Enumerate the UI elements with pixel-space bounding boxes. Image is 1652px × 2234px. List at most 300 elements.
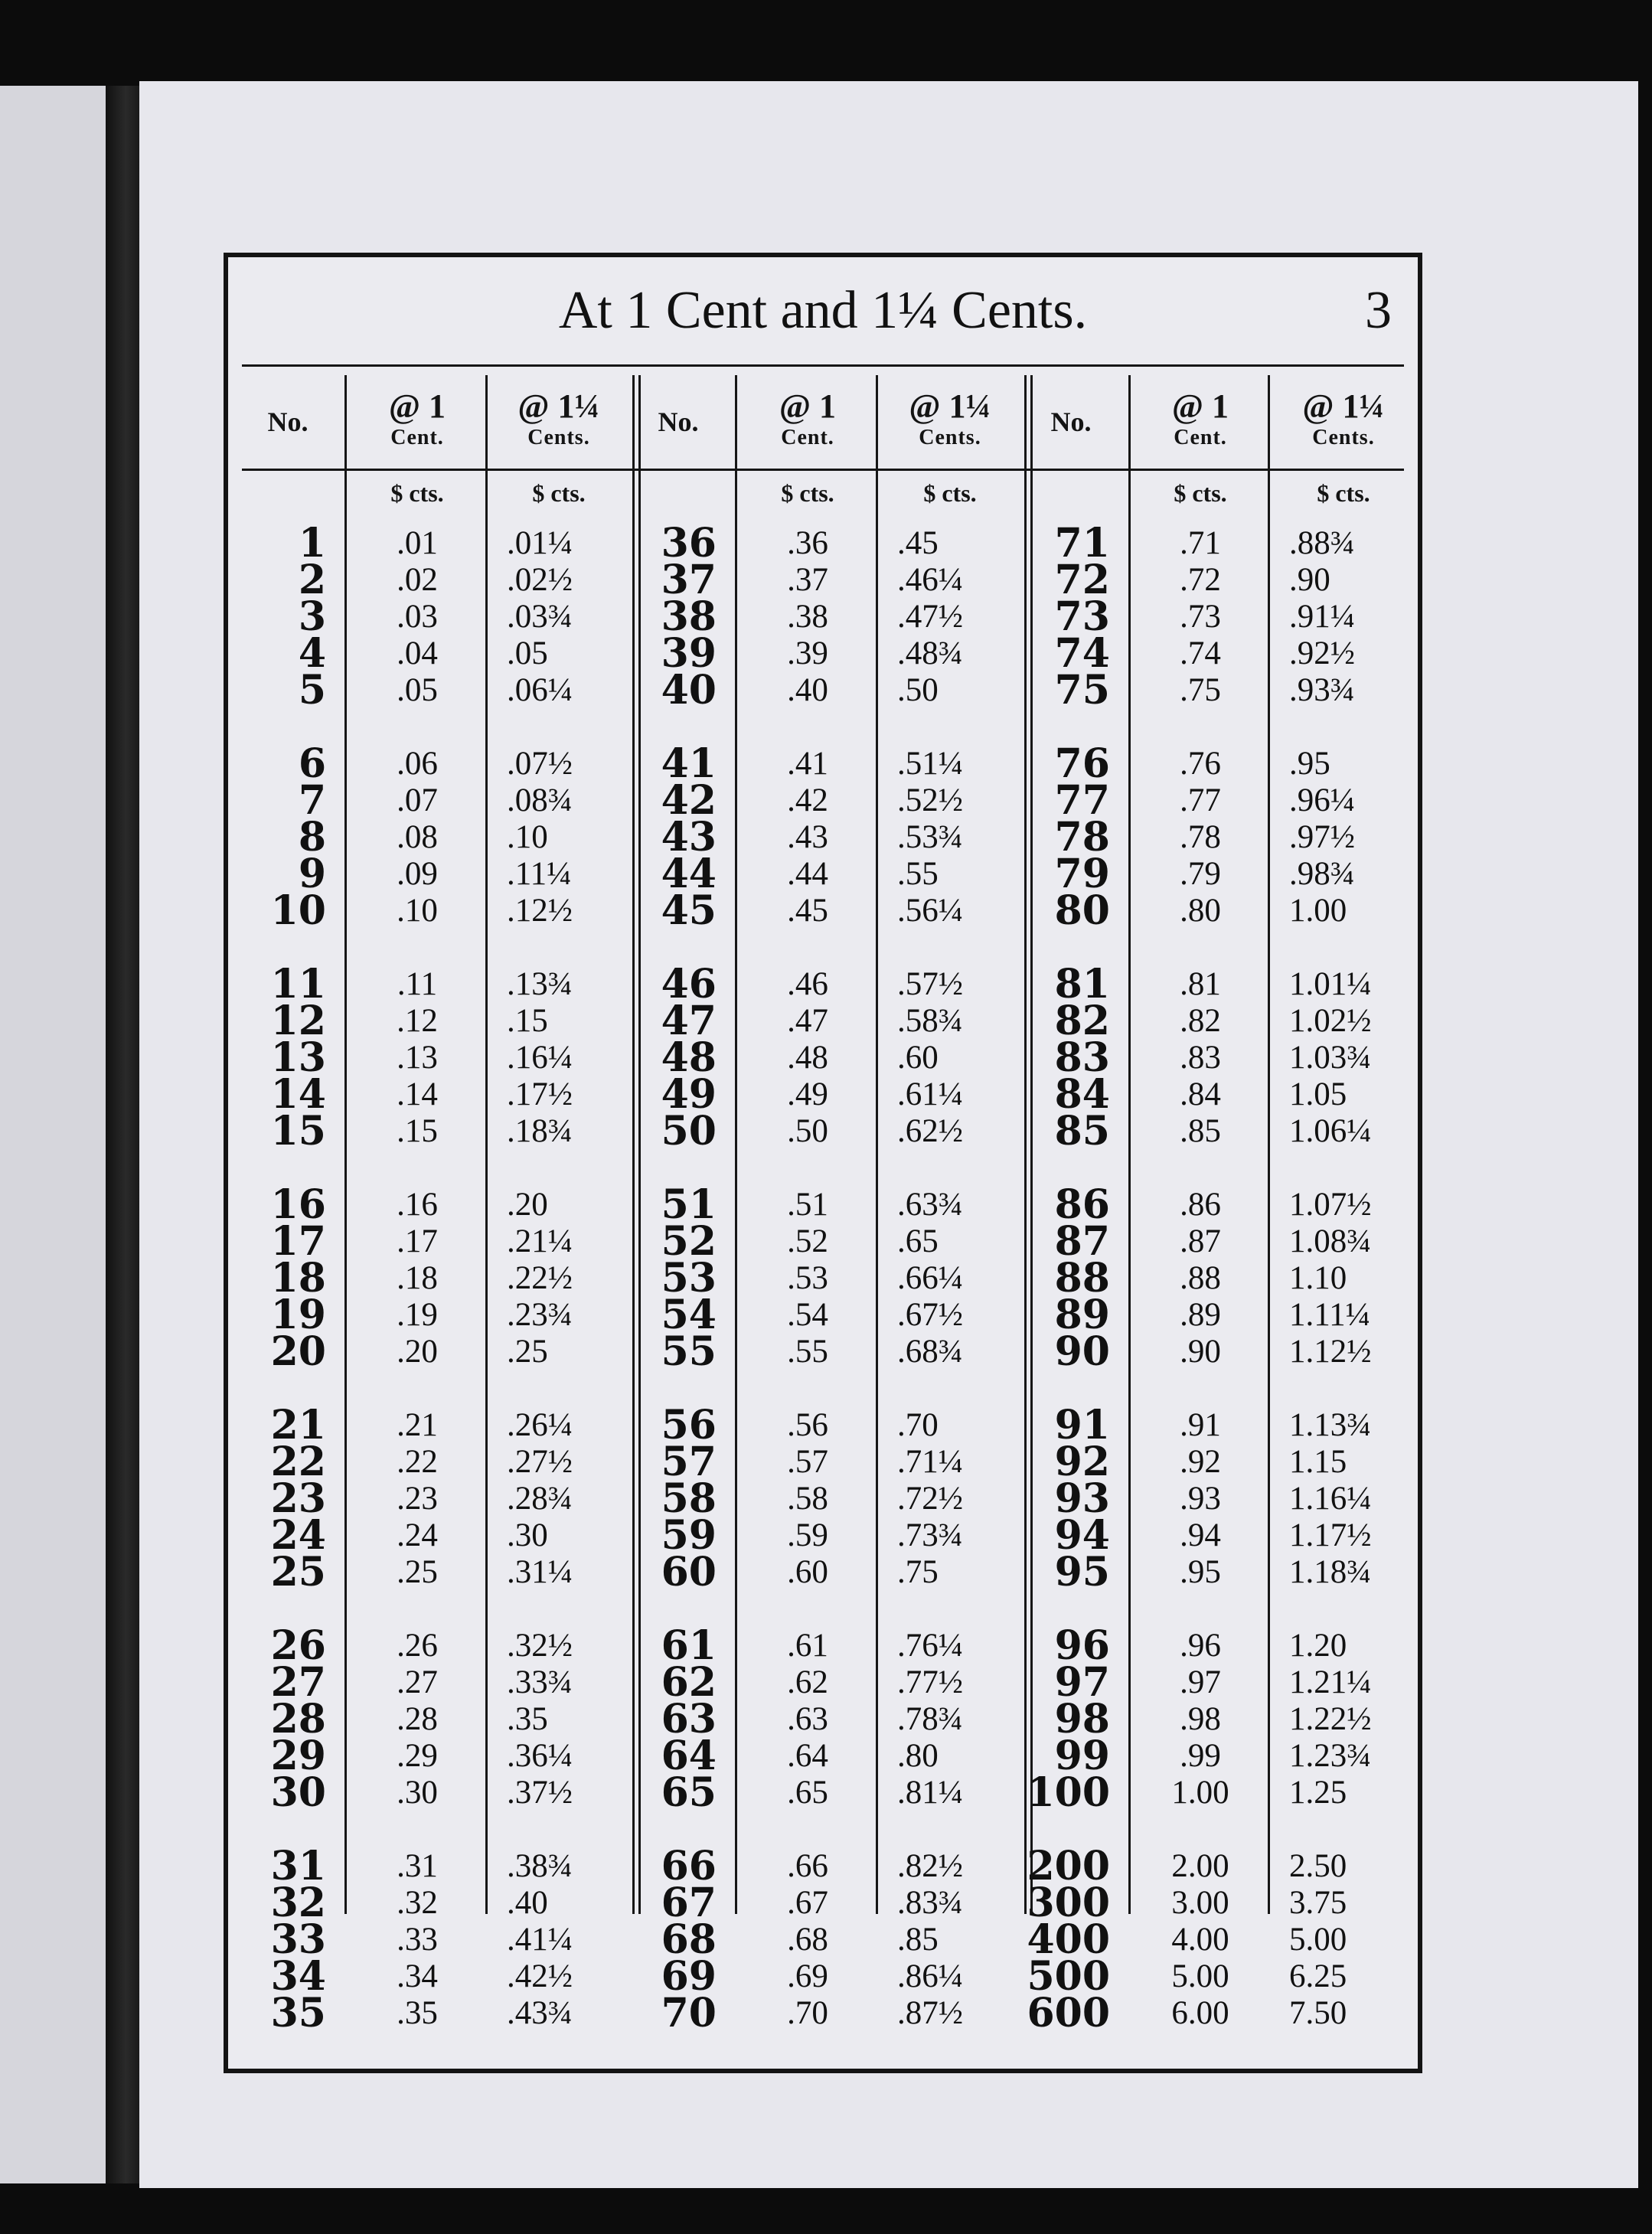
price-at-1-cent: .96 [1180,1628,1221,1664]
price-at-1-cent: .07 [397,782,438,818]
row-quantity: 16 [270,1181,326,1228]
price-at-1-quarter-cents: 1.21¼ [1289,1664,1372,1700]
row-quantity: 90 [1054,1328,1110,1375]
row-quantity: 23 [270,1475,326,1522]
price-at-1-cent: .41 [787,746,828,782]
price-at-1-cent: .38 [787,599,828,635]
row-quantity: 57 [661,1439,717,1485]
price-at-1-quarter-cents: 1.07½ [1289,1187,1372,1223]
price-at-1-quarter-cents: 7.50 [1289,1995,1347,2031]
row-quantity: 93 [1054,1475,1110,1522]
price-at-1-quarter-cents: 1.01¼ [1289,966,1372,1002]
price-at-1-quarter-cents: .91¼ [1289,599,1355,635]
price-at-1-quarter-cents: 3.75 [1289,1885,1347,1921]
price-at-1-cent: .11 [397,966,438,1002]
price-at-1-cent: 6.00 [1171,1995,1229,2031]
price-at-1-cent: .80 [1180,893,1221,929]
header-rate-1-quarter-cents [488,387,629,450]
row-quantity: 1 [298,520,326,567]
row-quantity: 79 [1054,851,1110,897]
price-at-1-quarter-cents: .46¼ [897,562,963,598]
price-at-1-quarter-cents: .37½ [507,1775,573,1811]
header-rate-1-unit: Cent. [781,426,834,449]
row-quantity: 14 [270,1071,326,1118]
price-at-1-quarter-cents: 1.22½ [1289,1701,1372,1737]
price-at-1-cent: .70 [787,1995,828,2031]
price-at-1-quarter-cents: 2.50 [1289,1848,1347,1884]
row-quantity: 2 [298,557,326,603]
price-at-1-quarter-cents: .13¾ [507,966,573,1002]
price-at-1-quarter-cents: 1.02½ [1289,1003,1372,1039]
row-quantity: 3 [298,593,326,640]
price-at-1-cent: 5.00 [1171,1958,1229,1994]
row-quantity: 85 [1054,1108,1110,1155]
row-quantity: 94 [1054,1512,1110,1559]
row-quantity: 86 [1054,1181,1110,1228]
price-at-1-quarter-cents: .33¾ [507,1664,573,1700]
price-at-1-quarter-cents: .18¾ [507,1113,573,1149]
price-at-1-quarter-cents: .26¼ [507,1407,573,1443]
price-at-1-quarter-cents: .70 [897,1407,939,1443]
price-at-1-quarter-cents: 1.25 [1289,1775,1347,1811]
row-quantity: 27 [270,1659,326,1706]
price-at-1-quarter-cents: .40 [507,1885,548,1921]
price-at-1-quarter-cents: 1.20 [1289,1628,1347,1664]
row-quantity: 36 [661,520,717,567]
price-at-1-cent: .71 [1180,525,1221,561]
row-quantity: 65 [661,1769,717,1816]
row-quantity: 98 [1054,1696,1110,1742]
price-at-1-cent: .97 [1180,1664,1221,1700]
price-at-1-cent: .74 [1180,635,1221,671]
price-at-1-cent: 1.00 [1171,1775,1229,1811]
row-quantity: 52 [661,1218,717,1265]
price-at-1-cent: .63 [787,1701,828,1737]
price-at-1-quarter-cents: .47½ [897,599,963,635]
row-quantity: 35 [270,1990,326,2036]
price-at-1-cent: .27 [397,1664,438,1700]
price-at-1-cent: .98 [1180,1701,1221,1737]
price-at-1-quarter-cents: 1.13¾ [1289,1407,1372,1443]
price-at-1-cent: .73 [1180,599,1221,635]
page-title: At 1 Cent and 1¼ Cents. [558,281,1088,340]
price-at-1-quarter-cents: .56¼ [897,893,963,929]
header-rate-1-unit: Cent. [390,426,444,449]
row-quantity: 19 [270,1292,326,1338]
row-quantity: 95 [1054,1549,1110,1595]
header-no: No. [658,407,699,437]
row-quantity: 75 [1054,667,1110,714]
price-at-1-quarter-cents: .95 [1289,746,1330,782]
price-at-1-cent: .29 [397,1738,438,1774]
price-at-1-cent: .42 [787,782,828,818]
price-at-1-cent: .88 [1180,1260,1221,1296]
price-at-1-quarter-cents: .43¾ [507,1995,573,2031]
price-at-1-quarter-cents: .60 [897,1040,939,1076]
header-rate-2-label: @ 1¼ [909,387,991,425]
row-quantity: 17 [270,1218,326,1265]
row-quantity: 89 [1054,1292,1110,1338]
price-at-1-cent: .32 [397,1885,438,1921]
price-at-1-quarter-cents: .61¼ [897,1076,963,1112]
price-at-1-cent: .17 [397,1223,438,1259]
price-at-1-quarter-cents: .42½ [507,1958,573,1994]
table-frame [224,253,1422,2073]
price-at-1-cent: .08 [397,819,438,855]
price-at-1-quarter-cents: 1.17½ [1289,1517,1372,1553]
row-quantity: 29 [270,1733,326,1779]
price-at-1-quarter-cents: .50 [897,672,939,708]
column-rule [485,375,488,1914]
price-at-1-quarter-cents: .06¼ [507,672,573,708]
row-quantity: 42 [661,777,717,824]
book-spine [106,86,139,2183]
price-at-1-cent: 2.00 [1171,1848,1229,1884]
row-quantity: 60 [661,1549,717,1595]
column-rule [735,375,737,1914]
price-at-1-quarter-cents: .66¼ [897,1260,963,1296]
price-at-1-quarter-cents: .83¾ [897,1885,963,1921]
price-at-1-quarter-cents: .67½ [897,1297,963,1333]
row-quantity: 11 [270,961,326,1008]
price-at-1-cent: .60 [787,1554,828,1590]
header-rule [242,469,1404,471]
price-at-1-quarter-cents: .76¼ [897,1628,963,1664]
price-at-1-quarter-cents: .78¾ [897,1701,963,1737]
price-at-1-quarter-cents: 1.00 [1289,893,1347,929]
row-quantity: 20 [270,1328,326,1375]
price-at-1-cent: .75 [1180,672,1221,708]
price-at-1-cent: 3.00 [1171,1885,1229,1921]
price-at-1-quarter-cents: .81¼ [897,1775,963,1811]
price-at-1-cent: .72 [1180,562,1221,598]
row-quantity: 71 [1054,520,1110,567]
price-at-1-quarter-cents: 1.10 [1289,1260,1347,1296]
row-quantity: 91 [1054,1402,1110,1449]
unit-label-col1: $ cts. [781,479,834,507]
header-no: No. [1050,407,1092,437]
row-quantity: 48 [661,1034,717,1081]
price-at-1-cent: .53 [787,1260,828,1296]
row-quantity: 45 [661,887,717,934]
price-at-1-cent: .03 [397,599,438,635]
header-rate-1-label: @ 1 [1172,387,1229,425]
price-at-1-cent: .81 [1180,966,1221,1002]
price-at-1-quarter-cents: .71¼ [897,1444,963,1480]
row-quantity: 99 [1054,1733,1110,1779]
price-at-1-quarter-cents: .75 [897,1554,939,1590]
row-quantity: 88 [1054,1255,1110,1302]
row-quantity: 96 [1054,1622,1110,1669]
price-at-1-cent: .31 [397,1848,438,1884]
row-quantity: 500 [1027,1953,1110,2000]
price-at-1-cent: .34 [397,1958,438,1994]
price-at-1-quarter-cents: .32½ [507,1628,573,1664]
adjacent-page-edge [0,86,107,2183]
price-at-1-quarter-cents: .16¼ [507,1040,573,1076]
header-rate-1-quarter-cents [879,387,1021,450]
row-quantity: 64 [661,1733,717,1779]
price-at-1-cent: .93 [1180,1481,1221,1517]
row-quantity: 25 [270,1549,326,1595]
row-quantity: 92 [1054,1439,1110,1485]
price-at-1-quarter-cents: .58¾ [897,1003,963,1039]
price-at-1-quarter-cents: .02½ [507,562,573,598]
price-at-1-cent: .66 [787,1848,828,1884]
price-at-1-quarter-cents: .68¾ [897,1334,963,1370]
row-quantity: 37 [661,557,717,603]
price-at-1-cent: .36 [787,525,828,561]
row-quantity: 54 [661,1292,717,1338]
price-at-1-cent: .30 [397,1775,438,1811]
price-at-1-quarter-cents: 1.06¼ [1289,1113,1372,1149]
row-quantity: 9 [298,851,326,897]
price-at-1-cent: .28 [397,1701,438,1737]
price-at-1-cent: .84 [1180,1076,1221,1112]
price-at-1-quarter-cents: .90 [1289,562,1330,598]
price-at-1-cent: .68 [787,1922,828,1958]
row-quantity: 80 [1054,887,1110,934]
price-at-1-cent: .65 [787,1775,828,1811]
price-at-1-quarter-cents: .12½ [507,893,573,929]
price-at-1-cent: .91 [1180,1407,1221,1443]
price-at-1-quarter-cents: 1.18¾ [1289,1554,1372,1590]
row-quantity: 32 [270,1880,326,1926]
price-at-1-cent: .43 [787,819,828,855]
row-quantity: 81 [1054,961,1110,1008]
row-quantity: 18 [270,1255,326,1302]
header-rate-1-unit: Cent. [1174,426,1227,449]
price-at-1-cent: .69 [787,1958,828,1994]
row-quantity: 13 [270,1034,326,1081]
row-quantity: 78 [1054,814,1110,861]
row-quantity: 12 [270,998,326,1044]
row-quantity: 82 [1054,998,1110,1044]
price-at-1-cent: .76 [1180,746,1221,782]
price-at-1-quarter-cents: .82½ [897,1848,963,1884]
price-at-1-quarter-cents: 1.08¾ [1289,1223,1372,1259]
price-at-1-quarter-cents: 1.12½ [1289,1334,1372,1370]
price-at-1-cent: .39 [787,635,828,671]
row-quantity: 66 [661,1843,717,1889]
price-at-1-quarter-cents: .62½ [897,1113,963,1149]
price-at-1-cent: .37 [787,562,828,598]
header-rate-2-unit: Cents. [527,426,590,449]
price-at-1-quarter-cents: 1.03¾ [1289,1040,1372,1076]
row-quantity: 40 [661,667,717,714]
price-at-1-cent: .25 [397,1554,438,1590]
header-rate-2-label: @ 1¼ [517,387,600,425]
price-at-1-quarter-cents: .07½ [507,746,573,782]
column-rule [1268,375,1270,1914]
price-at-1-quarter-cents: .23¾ [507,1297,573,1333]
price-at-1-cent: .33 [397,1922,438,1958]
price-at-1-quarter-cents: .25 [507,1334,548,1370]
title-rule [242,364,1404,367]
price-at-1-cent: .87 [1180,1223,1221,1259]
price-at-1-cent: .02 [397,562,438,598]
price-at-1-cent: .90 [1180,1334,1221,1370]
price-at-1-quarter-cents: .93¾ [1289,672,1355,708]
price-at-1-cent: .67 [787,1885,828,1921]
price-at-1-cent: .12 [397,1003,438,1039]
price-at-1-cent: .85 [1180,1113,1221,1149]
row-quantity: 73 [1054,593,1110,640]
row-quantity: 46 [661,961,717,1008]
row-quantity: 24 [270,1512,326,1559]
row-quantity: 100 [1027,1769,1110,1816]
price-at-1-cent: .86 [1180,1187,1221,1223]
price-at-1-quarter-cents: .27½ [507,1444,573,1480]
row-quantity: 31 [270,1843,326,1889]
row-quantity: 69 [661,1953,717,2000]
price-at-1-cent: .94 [1180,1517,1221,1553]
price-at-1-cent: .95 [1180,1554,1221,1590]
price-at-1-cent: .21 [397,1407,438,1443]
price-at-1-cent: .26 [397,1628,438,1664]
row-quantity: 400 [1027,1916,1110,1963]
row-quantity: 6 [298,740,326,787]
price-at-1-quarter-cents: .22½ [507,1260,573,1296]
price-at-1-cent: .10 [397,893,438,929]
price-at-1-cent: .15 [397,1113,438,1149]
price-at-1-cent: .47 [787,1003,828,1039]
row-quantity: 21 [270,1402,326,1449]
column-rule [1128,375,1131,1914]
price-at-1-cent: .18 [397,1260,438,1296]
price-at-1-cent: .23 [397,1481,438,1517]
row-quantity: 83 [1054,1034,1110,1081]
price-at-1-quarter-cents: .87½ [897,1995,963,2031]
header-rate-2-unit: Cents. [919,426,981,449]
price-at-1-quarter-cents: 1.16¼ [1289,1481,1372,1517]
row-quantity: 58 [661,1475,717,1522]
header-rate-2-unit: Cents. [1312,426,1375,449]
row-quantity: 76 [1054,740,1110,787]
page-number: 3 [1365,281,1392,340]
price-at-1-quarter-cents: .80 [897,1738,939,1774]
price-at-1-cent: 4.00 [1171,1922,1229,1958]
price-at-1-quarter-cents: .97½ [1289,819,1355,855]
price-at-1-quarter-cents: .96¼ [1289,782,1355,818]
price-at-1-cent: .50 [787,1113,828,1149]
price-at-1-quarter-cents: .38¾ [507,1848,573,1884]
row-quantity: 70 [661,1990,717,2036]
price-at-1-quarter-cents: .63¾ [897,1187,963,1223]
price-at-1-cent: .77 [1180,782,1221,818]
price-at-1-quarter-cents: .45 [897,525,939,561]
price-at-1-cent: .35 [397,1995,438,2031]
row-quantity: 7 [298,777,326,824]
price-at-1-quarter-cents: .92½ [1289,635,1355,671]
header-rate-1-cent [349,387,485,450]
price-at-1-cent: .79 [1180,856,1221,892]
row-quantity: 62 [661,1659,717,1706]
price-at-1-quarter-cents: .36¼ [507,1738,573,1774]
row-quantity: 61 [661,1622,717,1669]
price-at-1-quarter-cents: .48¾ [897,635,963,671]
price-at-1-quarter-cents: .15 [507,1003,548,1039]
row-quantity: 38 [661,593,717,640]
price-at-1-quarter-cents: .72½ [897,1481,963,1517]
price-at-1-cent: .99 [1180,1738,1221,1774]
row-quantity: 4 [298,630,326,677]
price-at-1-quarter-cents: .88¾ [1289,525,1355,561]
row-quantity: 59 [661,1512,717,1559]
row-quantity: 55 [661,1328,717,1375]
price-at-1-cent: .16 [397,1187,438,1223]
row-quantity: 77 [1054,777,1110,824]
price-at-1-cent: .13 [397,1040,438,1076]
row-quantity: 68 [661,1916,717,1963]
price-at-1-quarter-cents: .21¼ [507,1223,573,1259]
price-at-1-cent: .54 [787,1297,828,1333]
row-quantity: 34 [270,1953,326,2000]
price-at-1-quarter-cents: .11¼ [507,856,572,892]
price-at-1-quarter-cents: .65 [897,1223,939,1259]
price-at-1-quarter-cents: 1.15 [1289,1444,1347,1480]
row-quantity: 44 [661,851,717,897]
price-at-1-cent: .57 [787,1444,828,1480]
price-at-1-cent: .45 [787,893,828,929]
unit-label-col2: $ cts. [923,479,977,507]
price-at-1-cent: .04 [397,635,438,671]
price-at-1-cent: .64 [787,1738,828,1774]
price-at-1-cent: .55 [787,1334,828,1370]
price-at-1-quarter-cents: 1.23¾ [1289,1738,1372,1774]
row-quantity: 22 [270,1439,326,1485]
price-at-1-cent: .49 [787,1076,828,1112]
unit-label-col2: $ cts. [1317,479,1370,507]
price-at-1-quarter-cents: .51¼ [897,746,963,782]
price-at-1-cent: .56 [787,1407,828,1443]
price-at-1-quarter-cents: 1.11¼ [1289,1297,1370,1333]
price-at-1-cent: .83 [1180,1040,1221,1076]
price-at-1-quarter-cents: .86¼ [897,1958,963,1994]
price-at-1-cent: .51 [787,1187,828,1223]
row-quantity: 41 [661,740,717,787]
row-quantity: 87 [1054,1218,1110,1265]
row-quantity: 300 [1027,1880,1110,1926]
header-rate-1-label: @ 1 [779,387,836,425]
price-at-1-quarter-cents: .41¼ [507,1922,573,1958]
unit-label-col2: $ cts. [532,479,586,507]
price-at-1-cent: .24 [397,1517,438,1553]
price-at-1-cent: .14 [397,1076,438,1112]
price-at-1-quarter-cents: .98¾ [1289,856,1355,892]
header-no: No. [267,407,309,437]
unit-label-col1: $ cts. [390,479,444,507]
price-at-1-cent: .19 [397,1297,438,1333]
price-at-1-cent: .48 [787,1040,828,1076]
row-quantity: 43 [661,814,717,861]
price-at-1-cent: .89 [1180,1297,1221,1333]
price-at-1-cent: .58 [787,1481,828,1517]
price-at-1-quarter-cents: .01¼ [507,525,573,561]
price-at-1-quarter-cents: .20 [507,1187,548,1223]
price-at-1-cent: .05 [397,672,438,708]
price-at-1-quarter-cents: .10 [507,819,548,855]
header-rate-1-cent [1133,387,1268,450]
price-at-1-cent: .22 [397,1444,438,1480]
price-at-1-quarter-cents: .77½ [897,1664,963,1700]
price-at-1-quarter-cents: .08¾ [507,782,573,818]
row-quantity: 67 [661,1880,717,1926]
price-at-1-quarter-cents: .30 [507,1517,548,1553]
header-rate-1-label: @ 1 [389,387,446,425]
price-at-1-cent: .62 [787,1664,828,1700]
price-at-1-quarter-cents: .57½ [897,966,963,1002]
